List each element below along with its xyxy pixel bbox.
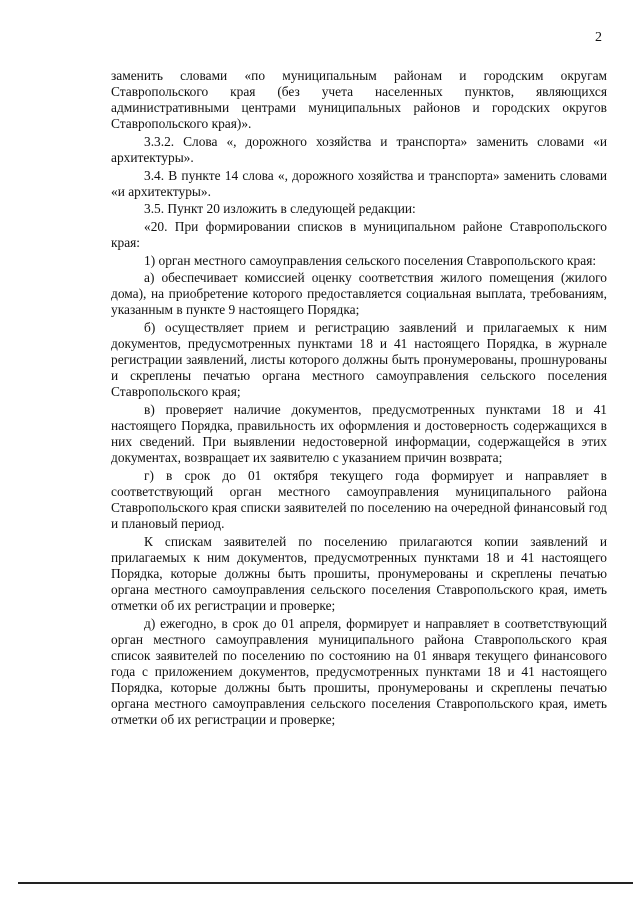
paragraph-subitem-a: а) обеспечивает комиссией оценку соответствия жилого помещения (жилого дома), на приобретение которого предоставляется социальная выплата, требованиям, указанным в пункте 9 настоящего Порядка;	[111, 270, 607, 318]
document-body	[111, 68, 607, 730]
page-number: 2	[595, 30, 602, 45]
paragraph-continuation: заменить словами «по муниципальным районам и городским округам Ставропольского края (без учета населенных пунктов, являющихся административными центрами муниципальных районов и городских округов Ставропольского края)».	[111, 68, 607, 132]
paragraph-subitem-v: в) проверяет наличие документов, предусмотренных пунктами 18 и 41 настоящего Порядка, правильность их оформления и достоверность содержащихся в них сведений. При выявлении недостоверной информации, содержащейся в этих документах, возвращает их заявителю с указанием причин возврата;	[111, 401, 607, 466]
paragraph-3-5: 3.5. Пункт 20 изложить в следующей редакции:	[144, 201, 416, 217]
paragraph-subitem-b: б) осуществляет прием и регистрацию заявлений и прилагаемых к ним документов, предусмотренных пунктами 18 и 41 настоящего Порядка, в журнале регистрации заявлений, листы которого должны быть пронумерованы, прошнурованы и скреплены печатью органа местного самоуправления сельского поселения Ставропольского края;	[111, 319, 607, 400]
paragraph-subitem-g: г) в срок до 01 октября текущего года формирует и направляет в соответствующий орган местного самоуправления муниципального района Ставропольского края списки заявителей по поселению на очередной финансовый год и плановый период.	[111, 467, 607, 532]
paragraph-subitem-1: 1) орган местного самоуправления сельского поселения Ставропольского края:	[144, 252, 597, 268]
paragraph-item-20: «20. При формировании списков в муниципальном районе Ставропольского края:	[111, 218, 607, 250]
footer-rule	[18, 882, 633, 884]
paragraph-3-3-2: 3.3.2. Слова «, дорожного хозяйства и транспорта» заменить словами «и архитектуры».	[111, 133, 607, 165]
paragraph-attachments: К спискам заявителей по поселению прилагаются копии заявлений и прилагаемых к ним документов, предусмотренных пунктами 18 и 41 настоящего Порядка, которые должны быть прошиты, пронумерованы и скреплены печатью органа местного самоуправления сельского поселения Ставропольского края, иметь отметки об их регистрации и проверке;	[111, 533, 607, 613]
paragraph-subitem-d: д) ежегодно, в срок до 01 апреля, формирует и направляет в соответствующий орган местного самоуправления муниципального района Ставропольского края список заявителей по поселению по состоянию на 01 января текущего финансового года с приложением документов, предусмотренных пунктами 18 и 41 настоящего Порядка, которые должны быть прошиты, пронумерованы и скреплены печатью органа местного самоуправления сельского поселения Ставропольского края, иметь отметки об их регистрации и проверке;	[111, 615, 607, 728]
paragraph-3-4: 3.4. В пункте 14 слова «, дорожного хозяйства и транспорта» заменить словами «и архитектуры».	[111, 167, 607, 199]
